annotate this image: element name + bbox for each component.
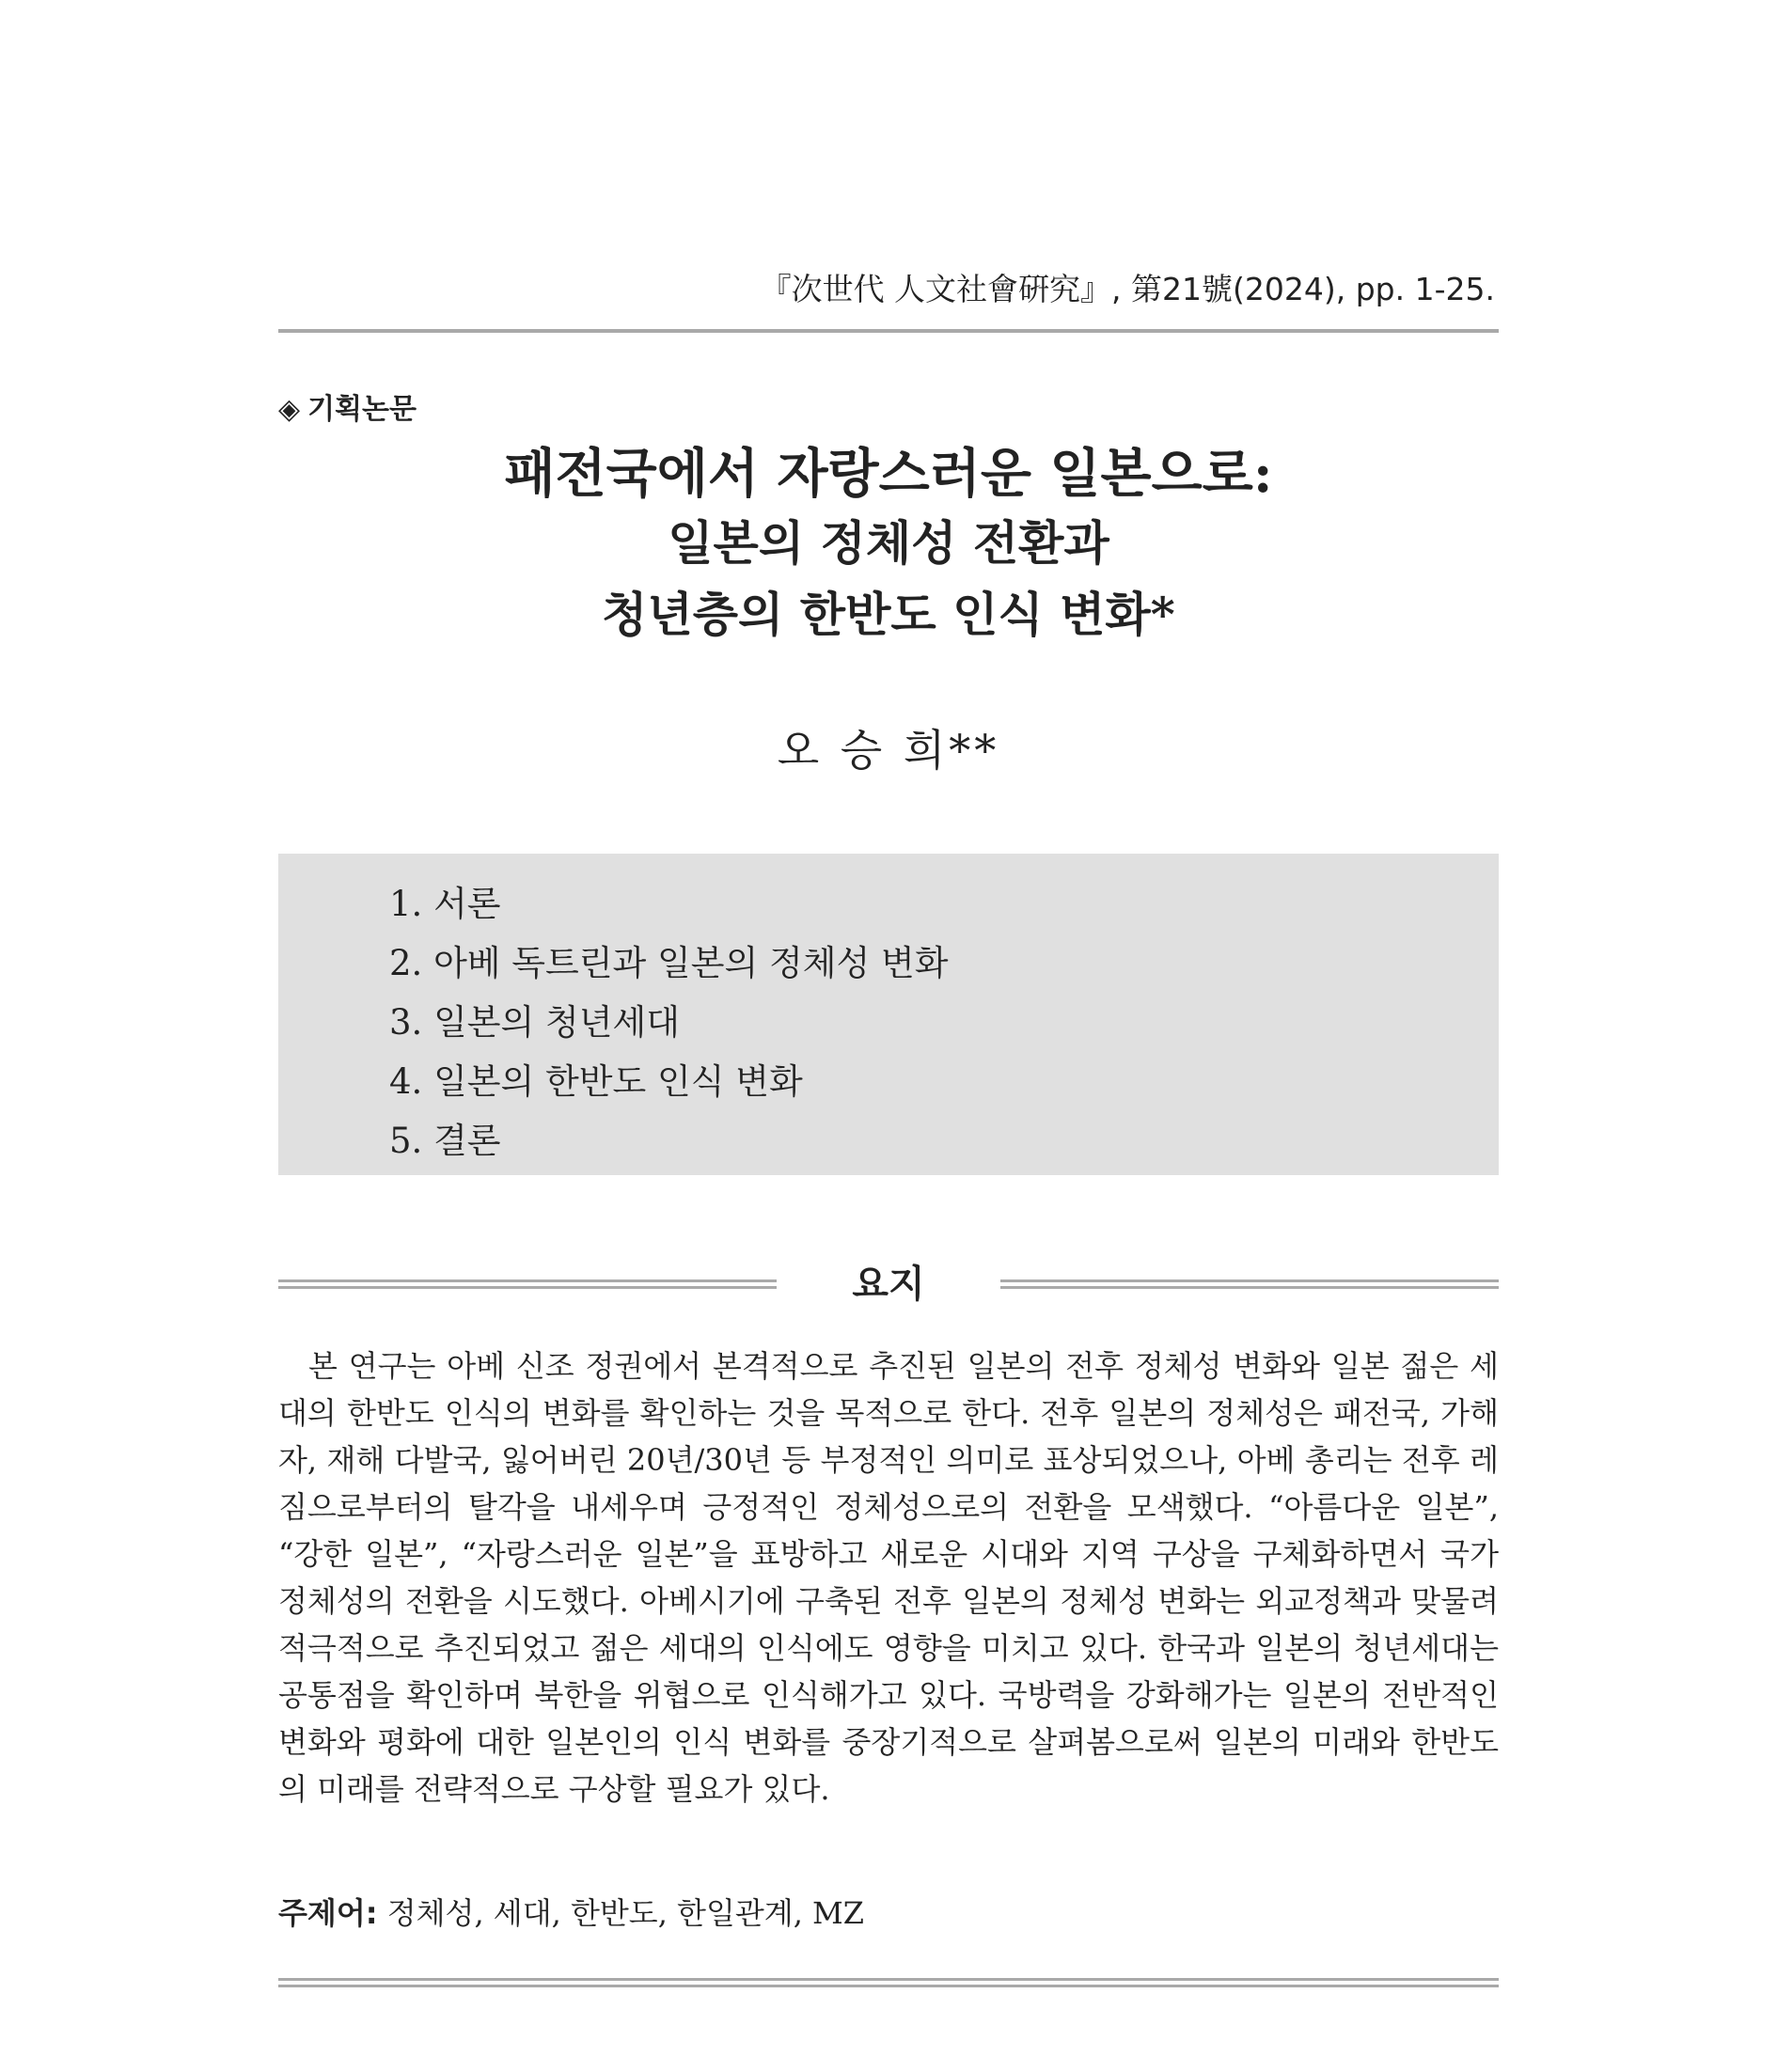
table-of-contents (278, 854, 1499, 1175)
diamond-icon: ◈ (278, 393, 301, 426)
keywords-label: 주제어: (278, 1895, 378, 1931)
journal-citation: 『次世代 人文社會硏究』, 第21號(2024), pp. 1-25. (760, 271, 1495, 307)
header-rule (278, 329, 1499, 333)
paper-title (278, 440, 1499, 651)
toc-item: 2. 아베 독트린과 일본의 정체성 변화 (389, 943, 949, 983)
toc-item: 3. 일본의 청년세대 (389, 1002, 681, 1043)
toc-item: 4. 일본의 한반도 인식 변화 (389, 1061, 803, 1102)
footer-rule (278, 1978, 1499, 1987)
toc-item: 5. 결론 (389, 1121, 501, 1161)
title-line-1: 패전국에서 자랑스러운 일본으로: (504, 443, 1273, 505)
author-name: 오 승 희** (777, 725, 1000, 776)
abstract-title: 요지 (852, 1263, 925, 1306)
abstract-heading (278, 1254, 1499, 1307)
title-line-2: 일본의 정체성 전환과 (668, 515, 1109, 571)
abstract-rule-right (1000, 1279, 1499, 1289)
keywords-value: 정체성, 세대, 한반도, 한일관계, MZ (377, 1895, 865, 1931)
title-line-3: 청년층의 한반도 인식 변화* (602, 587, 1175, 642)
section-tag (278, 385, 417, 427)
keywords (278, 1890, 864, 1933)
toc-item: 1. 서론 (389, 884, 501, 924)
section-tag-label: 기획논문 (307, 393, 417, 426)
abstract-body: 본 연구는 아베 신조 정권에서 본격적으로 추진된 일본의 전후 정체성 변화와 일본 젊은 세대의 한반도 인식의 변화를 확인하는 것을 목적으로 한다. 전후 일본의 정체성은 패전국, 가해자, 재해 다발국, 잃어버린 20년/30년 등 부정적인 의미로 표상되었으나, 아베 총리는 전후 레짐으로부터의 탈각을 내세우며 긍정적인 정체성으로의 전환을 모색했다. “아름다운 일본”, “강한 일본”, “자랑스러운 일본”을 표방하고 새로운 시대와 지역 구상을 구체화하면서 국가 정체성의 전환을 시도했다. 아베시기에 구축된 전후 일본의 정체성 변화는 외교정책과 맞물려 적극적으로 추진되었고 젊은 세대의 인식에도 영향을 미치고 있다. 한국과 일본의 청년세대는 공통점을 확인하며 북한을 위협으로 인식해가고 있다. 국방력을 강화해가는 일본의 전반적인 변화와 평화에 대한 일본인의 인식 변화를 중장기적으로 살펴봄으로써 일본의 미래와 한반도의 미래를 전략적으로 구상할 필요가 있다. (278, 1348, 1499, 1807)
